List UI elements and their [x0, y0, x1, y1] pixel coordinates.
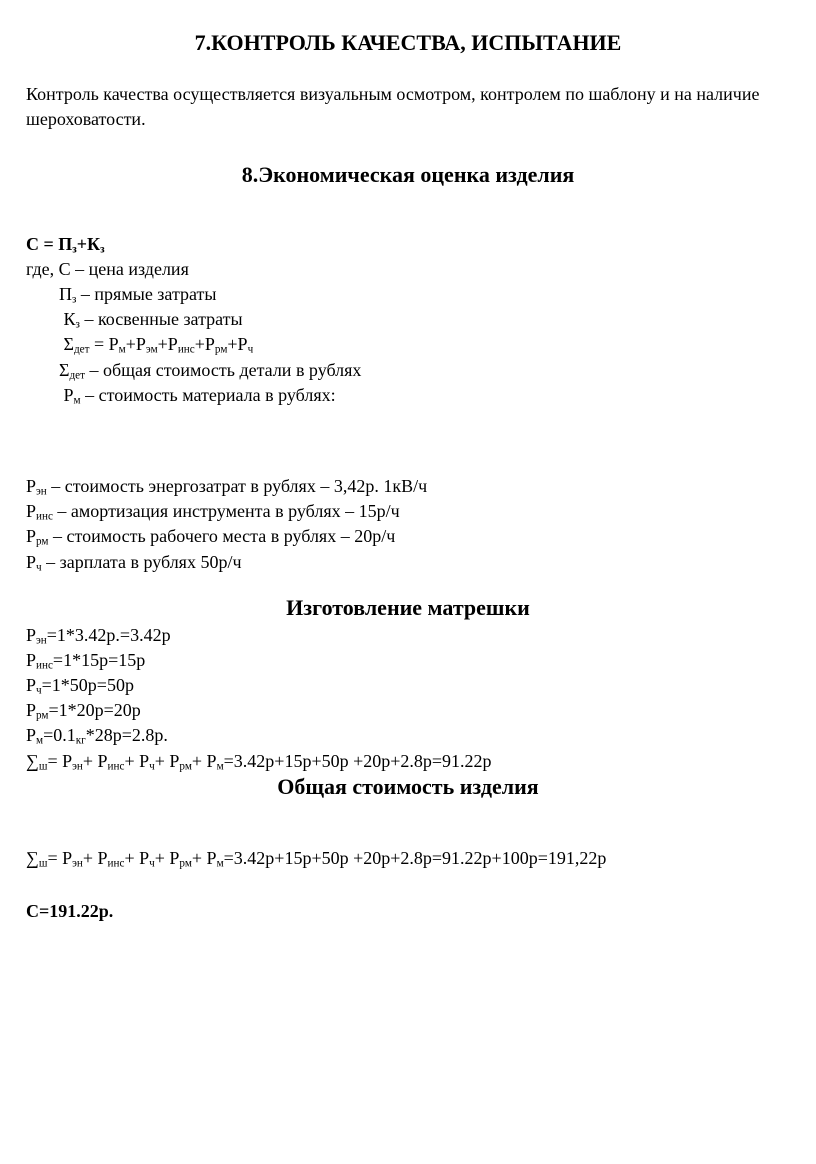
calculation-line: $Р_{эн}=1*3.42р.=3.42р$ — [26, 624, 171, 647]
cost-formula: $С = П_з+К_з$ — [26, 233, 105, 256]
calculation-line: $Р_{рм}=1*20р=20р$ — [26, 700, 141, 722]
rate-line: $Р_{инс}$ – амортизация инструмента в рублях – 15р/ч — [26, 501, 400, 523]
definitions-block — [26, 282, 790, 408]
final-price-line: С=191.22р. — [26, 901, 114, 922]
definition-line: $\Sigma_{дет} = Р_м+Р_{эм}+Р_{инс}+Р_{рм}+Р_ч$ — [59, 334, 254, 356]
calculation-line: $Р_ч=1*50р=50р$ — [26, 675, 134, 697]
definition-line: $К_з$ – косвенные затраты — [59, 309, 243, 331]
definition-line: $Р_м$ – стоимость материала в рублях: — [59, 384, 336, 407]
section-total-title: Общая стоимость изделия — [277, 773, 539, 799]
definition-line: $П_з$ – прямые затраты — [59, 284, 217, 306]
section-matryoshka-title: Изготовление матрешки — [286, 594, 530, 620]
sum-line: $\sum_ш= Р_{эн}+ Р_{инс}+ Р_ч+ Р_{рм}+ Р_м=3.42р+15р+50р +20р+2.8р=91.22р$ — [26, 750, 492, 773]
where-intro-line: где, С – цена изделия — [26, 258, 189, 279]
rate-line: $Р_{эн}$ – стоимость энергозатрат в рублях – 3,42р. 1кВ/ч — [26, 475, 428, 498]
definition-line: $\Sigma_{дет}$ – общая стоимость детали в рублях — [59, 359, 362, 382]
rate-line: $Р_{рм}$ – стоимость рабочего места в рублях – 20р/ч — [26, 526, 396, 548]
calculation-line: $Р_{инс}=1*15р=15р$ — [26, 649, 146, 672]
section-quality-title: 7.КОНТРОЛЬ КАЧЕСТВА, ИСПЫТАНИЕ — [194, 30, 622, 55]
quality-paragraph: Контроль качества осуществляется визуальным осмотром, контролем по шаблону и на наличие шероховатости. — [26, 84, 760, 129]
section-economic-title: 8.Экономическая оценка изделия — [241, 161, 575, 187]
calculation-line: $Р_м=0.1_{кг}*28р=2.8р$. — [26, 725, 168, 747]
calculations-block — [26, 623, 790, 774]
rate-line: $Р_ч$ – зарплата в рублях 50р/ч — [26, 551, 242, 573]
rates-block — [26, 474, 790, 575]
total-sum-line: $\sum_ш= Р_{эн}+ Р_{инс}+ Р_ч+ Р_{рм}+ Р_м=3.42р+15р+50р +20р+2.8р=91.22р+100р=191,22р$ — [26, 847, 607, 870]
